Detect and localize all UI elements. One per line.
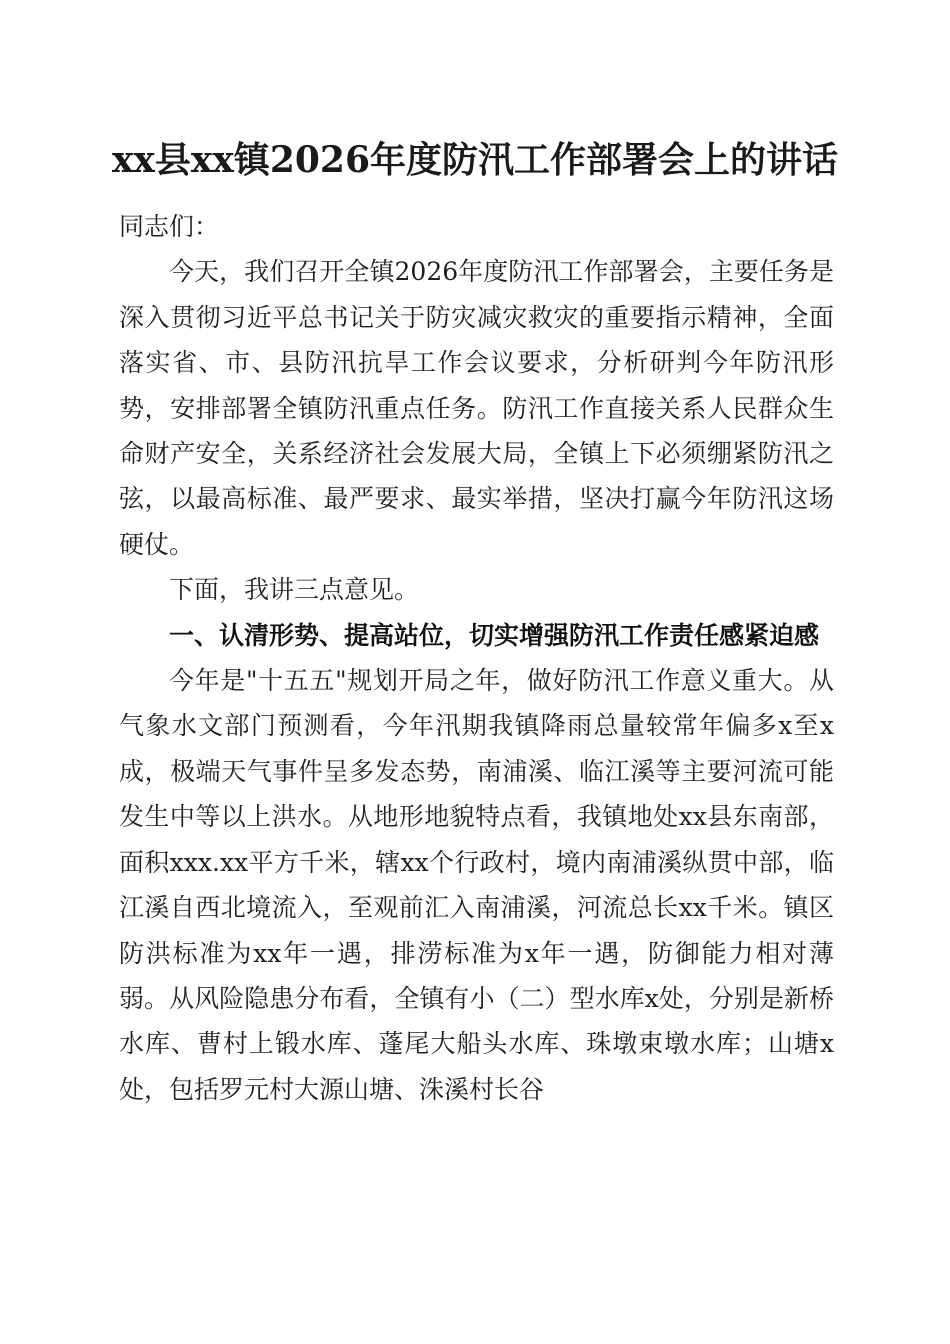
salutation: 同志们： <box>119 212 220 241</box>
section-1-paragraph: 今年是"十五五"规划开局之年，做好防汛工作意义重大。从气象水文部门预测看，今年汛期我镇降雨总量较常年偏多x至x成，极端天气事件呈多发态势，南浦溪、临江溪等主要河流可能发生中等以上洪水。从地形地貌特点看，我镇地处xx县东南部，面积xxx.xx平方千米，辖xx个行政村，境内南浦溪纵贯中部，临江溪自西北境流入，至观前汇入南浦溪，河流总长xx千米。镇区防洪标准为xx年一遇，排涝标准为x年一遇，防御能力相对薄弱。从风险隐患分布看，全镇有小（二）型水库x处，分别是新桥水库、曹村上锻水库、蓬尾大船头水库、珠墩束墩水库；山塘x处，包括罗元村大源山塘、洙溪村长谷 <box>119 666 834 1104</box>
section-heading-1: 一、认清形势、提高站位，切实增强防汛工作责任感紧迫感 <box>169 620 820 650</box>
document-body <box>119 204 834 1112</box>
paragraph-transition: 下面，我讲三点意见。 <box>169 575 420 605</box>
document-title: xx县xx镇2026年度防汛工作部署会上的讲话 <box>111 139 839 181</box>
paragraph-opening: 今天，我们召开全镇2026年度防汛工作部署会，主要任务是深入贯彻习近平总书记关于防灾减灾救灾的重要指示精神，全面落实省、市、县防汛抗旱工作会议要求，分析研判今年防汛形势，安排部署全镇防汛重点任务。防汛工作直接关系人民群众生命财产安全，关系经济社会发展大局，全镇上下必须绷紧防汛之弦，以最高标准、最严要求、最实举措，坚决打赢今年防汛这场硬仗。 <box>119 257 834 559</box>
